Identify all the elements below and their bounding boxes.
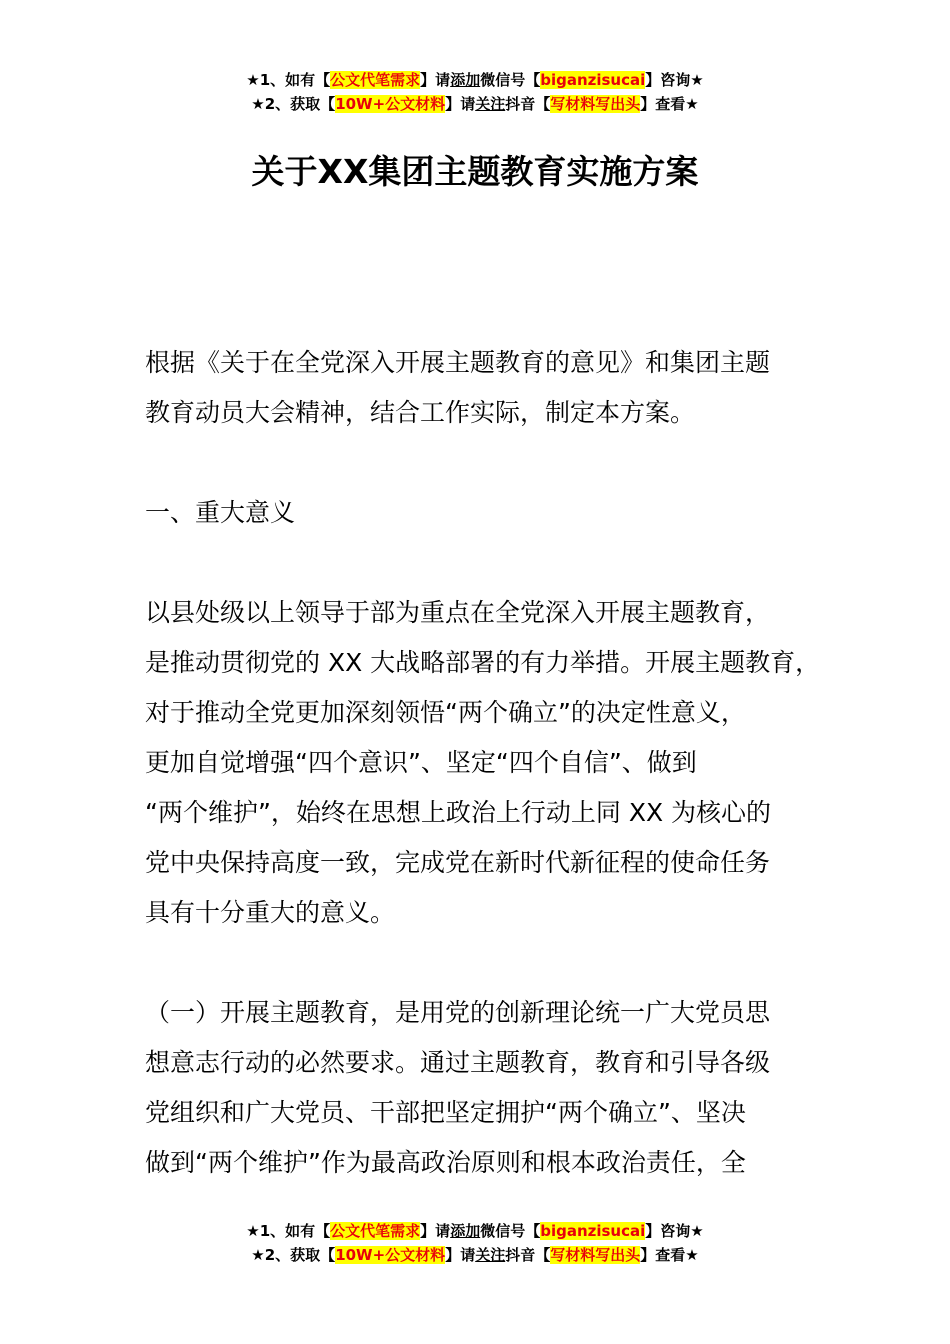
text-line: 根据《关于在全党深入开展主题教育的意见》和集团主题 bbox=[145, 348, 771, 377]
text-line: 想意志行动的必然要求。通过主题教育，教育和引导各级 bbox=[145, 1048, 771, 1077]
promo-text: 】请 bbox=[420, 1222, 451, 1240]
intro-paragraph bbox=[145, 338, 835, 438]
promo-text: 】咨询★ bbox=[645, 1222, 704, 1240]
promo-highlight: 10W+公文材料 bbox=[335, 1246, 446, 1264]
promo-highlight: biganzisucai bbox=[540, 1222, 646, 1240]
promo-underline: 添加 bbox=[450, 71, 481, 89]
promo-highlight: 写材料写出头 bbox=[550, 1246, 641, 1264]
promo-highlight: 公文代笔需求 bbox=[330, 1222, 421, 1240]
text-line: 教育动员大会精神，结合工作实际，制定本方案。 bbox=[145, 398, 696, 427]
text-line: 是推动贯彻党的 XX 大战略部署的有力举措。开展主题教育， bbox=[145, 648, 821, 677]
promo-banner-top bbox=[0, 68, 950, 116]
promo-highlight: 写材料写出头 bbox=[550, 95, 641, 113]
text-line: 党组织和广大党员、干部把坚定拥护“两个确立”、坚决 bbox=[145, 1098, 746, 1127]
promo-text: 】查看★ bbox=[640, 1246, 699, 1264]
promo-underline: 关注 bbox=[475, 95, 506, 113]
promo-underline: 关注 bbox=[475, 1246, 506, 1264]
promo-banner-bottom bbox=[0, 1219, 950, 1267]
text-line: 以县处级以上领导于部为重点在全党深入开展主题教育， bbox=[145, 598, 771, 627]
document-title: 关于XX集团主题教育实施方案 bbox=[251, 152, 699, 191]
text-line: 党中央保持高度一致，完成党在新时代新征程的使命任务 bbox=[145, 848, 771, 877]
promo-highlight: 公文代笔需求 bbox=[330, 71, 421, 89]
promo-highlight: 10W+公文材料 bbox=[335, 95, 446, 113]
text-line: 具有十分重大的意义。 bbox=[145, 898, 396, 927]
promo-highlight: biganzisucai bbox=[540, 71, 646, 89]
text-line: 对于推动全党更加深刻领悟“两个确立”的决定性意义， bbox=[145, 698, 746, 727]
section-heading bbox=[145, 488, 835, 538]
heading-text: 一、重大意义 bbox=[145, 498, 296, 527]
promo-text: ★1、如有【 bbox=[246, 1222, 331, 1240]
promo-text: 抖音【 bbox=[505, 1246, 551, 1264]
promo-text: 】请 bbox=[445, 1246, 476, 1264]
promo-text: ★1、如有【 bbox=[246, 71, 331, 89]
body-paragraph-2 bbox=[145, 988, 835, 1188]
promo-text: ★2、获取【 bbox=[251, 1246, 336, 1264]
promo-line-2 bbox=[0, 1243, 950, 1267]
promo-text: 】查看★ bbox=[640, 95, 699, 113]
text-line: “两个维护”，始终在思想上政治上行动上同 XX 为核心的 bbox=[145, 798, 772, 827]
text-line: 做到“两个维护”作为最高政治原则和根本政治责任，全 bbox=[145, 1148, 746, 1177]
promo-text: 抖音【 bbox=[505, 95, 551, 113]
promo-line-1 bbox=[0, 1219, 950, 1243]
promo-text: 微信号【 bbox=[480, 71, 541, 89]
promo-text: 】请 bbox=[445, 95, 476, 113]
promo-underline: 添加 bbox=[450, 1222, 481, 1240]
promo-text: 】请 bbox=[420, 71, 451, 89]
promo-line-2 bbox=[0, 92, 950, 116]
promo-text: 微信号【 bbox=[480, 1222, 541, 1240]
promo-text: 】咨询★ bbox=[645, 71, 704, 89]
promo-line-1 bbox=[0, 68, 950, 92]
promo-text: ★2、获取【 bbox=[251, 95, 336, 113]
text-line: （一）开展主题教育，是用党的创新理论统一广大党员思 bbox=[145, 998, 771, 1027]
body-paragraph-1 bbox=[145, 588, 835, 938]
text-line: 更加自觉增强“四个意识”、坚定“四个自信”、做到 bbox=[145, 748, 697, 777]
